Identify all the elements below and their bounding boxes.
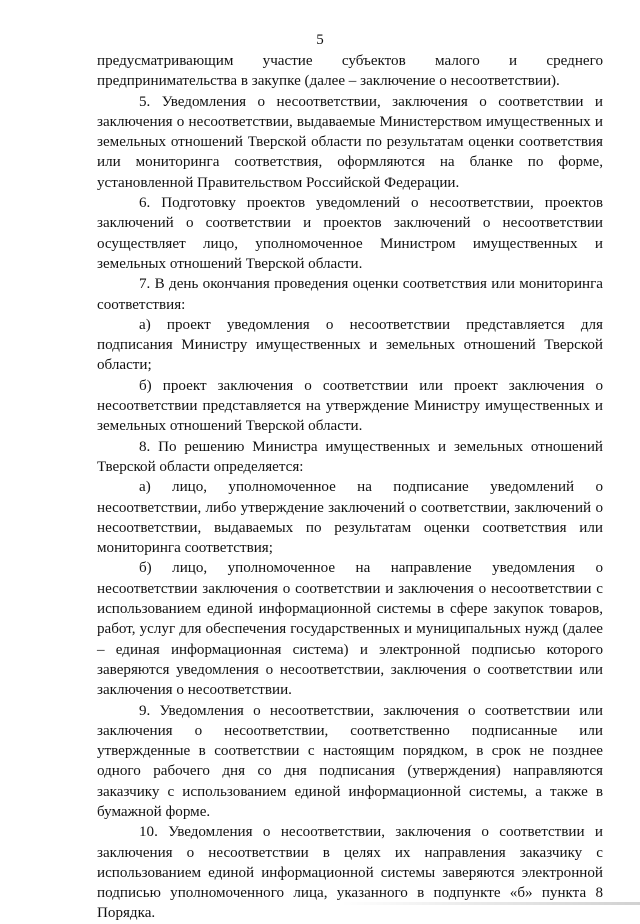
paragraph-6: 6. Подготовку проектов уведомлений о несоответствии, проектов заключений о соответствии и проектов заключений о несоответствии осуществляет лицо, уполномоченное Министром имущественных и земельных отношений Тверской области. xyxy=(97,195,603,272)
page-number: 5 xyxy=(316,32,324,48)
paragraph-continuation: предусматривающим участие субъектов малого и среднего предпринимательства в закупке (далее – заключение о несоответствии). xyxy=(97,53,603,90)
paragraph-9: 9. Уведомления о несоответствии, заключения о соответствии или заключения о несоответствии, соответственно подписанные или утвержденные в соответствии с настоящим порядком, в срок не позднее одного рабочего дня со дня подписания (утверждения) направляются заказчику с использованием единой информационной системы, а также в бумажной форме. xyxy=(97,702,603,820)
paragraph-7b: б) проект заключения о соответствии или проект заключения о несоответствии представляется на утверждение Министру имущественных и земельных отношений Тверской области. xyxy=(97,377,603,435)
paragraph-7: 7. В день окончания проведения оценки соответствия или мониторинга соответствия: xyxy=(97,276,603,313)
paragraph-8: 8. По решению Министра имущественных и земельных отношений Тверской области определяется: xyxy=(97,438,603,475)
paragraph-5: 5. Уведомления о несоответствии, заключения о соответствии и заключения о несоответствии, выдаваемые Министерством имущественных и земельных отношений Тверской области по результатам оценки соответствия или мониторинга соответствия, оформляются на бланке по форме, установленной Правительством Российской Федерации. xyxy=(97,93,603,191)
paragraph-8a: а) лицо, уполномоченное на подписание уведомлений о несоответствии, либо утверждение заключений о соответствии, заключений о несоответствии, выдаваемых по результатам оценки соответствия или мониторинга соответствия; xyxy=(97,479,603,557)
paragraph-8b: б) лицо, уполномоченное на направление уведомления о несоответствии заключения о соответствии и заключения о несоответствии с использованием единой информационной системы в сфере закупок товаров, работ, услуг для обеспечения государственных и муниципальных нужд (далее – единая информационная система) и электронной подписью которого заверяются уведомления о несоответствии, заключения о соответствии или заключения о несоответствии. xyxy=(97,560,603,699)
paragraph-10: 10. Уведомления о несоответствии, заключения о соответствии и заключения о несоответствии в целях их направления заказчику с использованием единой информационной системы заверяются электронной подписью уполномоченного лица, указанного в подпункте «б» пункта 8 Порядка. xyxy=(97,824,603,922)
document-body xyxy=(97,51,603,924)
paragraph-7a: а) проект уведомления о несоответствии представляется для подписания Министру имущественных и земельных отношений Тверской области; xyxy=(97,316,603,374)
